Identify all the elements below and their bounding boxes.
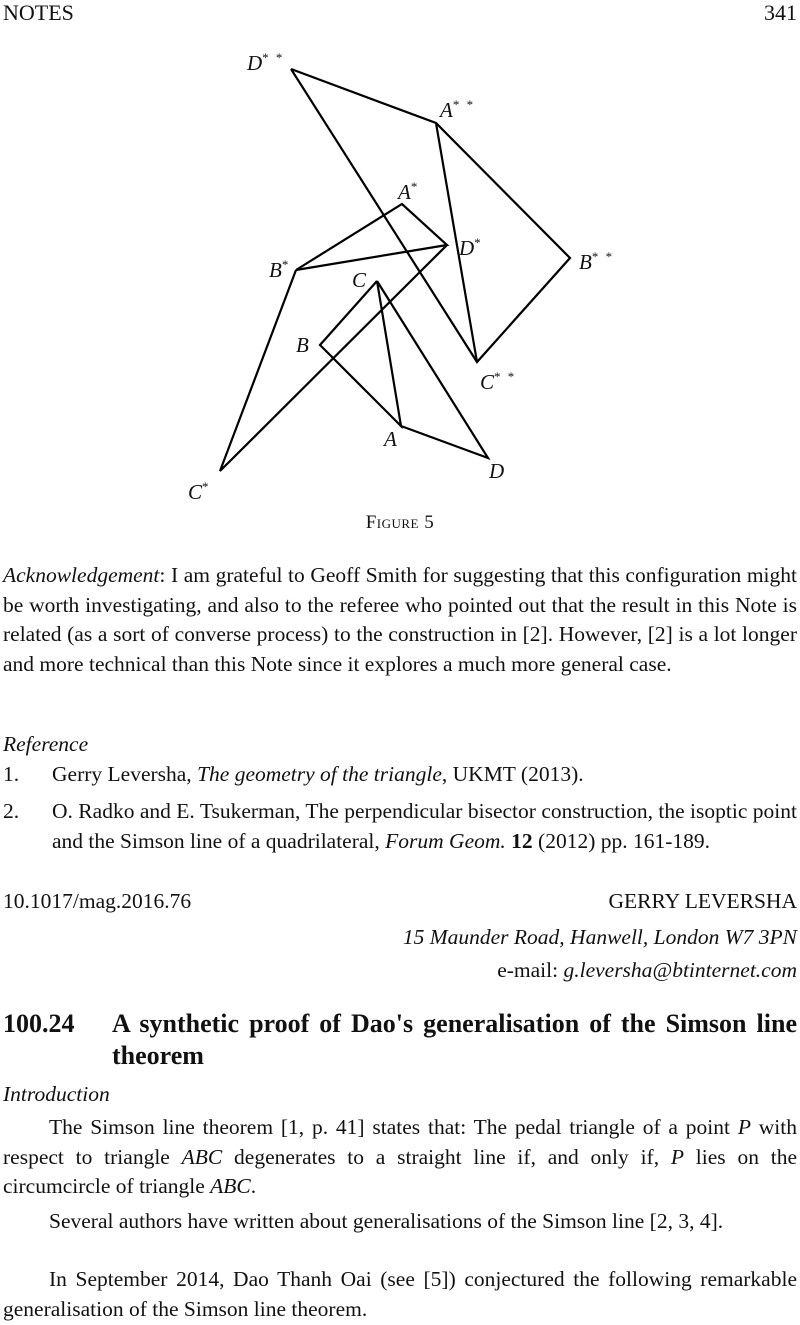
article-number: 100.24: [3, 1009, 75, 1038]
label-A-star: A*: [398, 179, 420, 204]
author-address: 15 Maunder Road, Hanwell, London W7 3PN: [402, 925, 797, 949]
article-title-text: A synthetic proof of Dao's generalisation of the Simson line theorem: [112, 1009, 797, 1070]
section-title: NOTES: [3, 0, 74, 25]
author-email: e-mail: g.leversha@btinternet.com: [497, 958, 797, 982]
label-D: D: [489, 459, 505, 483]
introduction-heading: Introduction: [3, 1082, 110, 1106]
label-D-star: D*: [459, 235, 483, 260]
reference-item-1: 1. Gerry Leversha, The geometry of the triangle, UKMT (2013).: [3, 762, 584, 786]
label-C-star: C*: [188, 479, 211, 504]
figure-caption: Figure 5: [365, 512, 435, 533]
email-link[interactable]: g.leversha@btinternet.com: [563, 958, 797, 982]
quad-double-star: [291, 69, 570, 362]
label-C: C: [352, 268, 367, 292]
article-title: [3, 1008, 797, 1072]
reference-heading: Reference: [3, 732, 89, 756]
acknowledgement-label: Acknowledgement: [3, 563, 160, 587]
page-number: 341: [764, 0, 797, 25]
label-B-star: B*: [269, 257, 291, 282]
label-B-double-star: B* *: [579, 249, 615, 274]
paragraph-1: The Simson line theorem [1, p. 41] states that: The pedal triangle of a point P with respect to triangle ABC degenerates to a straight line if, and only if, P lies on the circumcircle of triangle ABC.: [3, 1115, 797, 1199]
quad-star: [296, 204, 447, 270]
label-C-double-star: C* *: [480, 369, 517, 394]
label-D-double-star: D* *: [247, 50, 285, 75]
reference-item-2: 2. O. Radko and E. Tsukerman, The perpendicular bisector construction, the isoptic point and the Simson line of a quadrilateral, Forum Geom. 12 (2012) pp. 161-189.: [3, 799, 797, 853]
paragraph-2: Several authors have written about generalisations of the Simson line [2, 3, 4].: [49, 1209, 724, 1233]
doi[interactable]: 10.1017/mag.2016.76: [3, 889, 192, 913]
label-B: B: [296, 333, 309, 357]
figure-5-diagram: [0, 0, 800, 510]
paragraph-3: In September 2014, Dao Thanh Oai (see [5]) conjectured the following remarkable generalisation of the Simson line theorem.: [3, 1267, 797, 1321]
author-name: GERRY LEVERSHA: [608, 889, 797, 913]
acknowledgement-paragraph: Acknowledgement: I am grateful to Geoff Smith for suggesting that this configuration might be worth investigating, and also to the referee who pointed out that the result in this Note is related (as a sort of converse process) to the construction in [2]. However, [2] is a lot longer and more technical than this Note since it explores a much more general case.: [3, 563, 797, 677]
label-A: A: [384, 427, 397, 451]
label-A-double-star: A* *: [440, 97, 476, 122]
